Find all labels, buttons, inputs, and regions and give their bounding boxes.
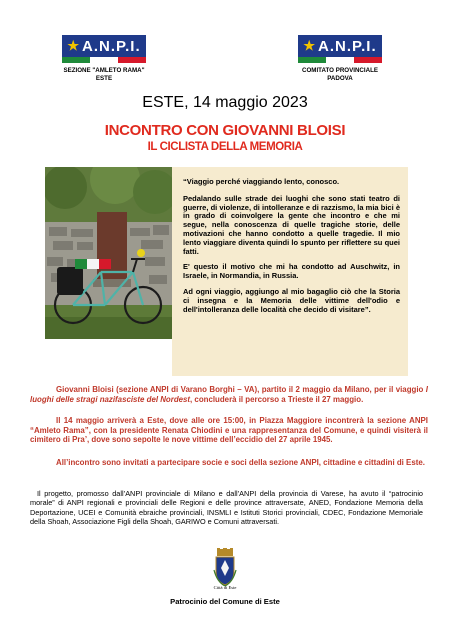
anpi-logo-left [62,35,146,63]
star-icon: ★ [67,38,81,53]
logo-text: A.N.P.I. [318,37,377,55]
quote-paragraph: “Viaggio perché viaggiando lento, conosco. [183,177,340,186]
quote-box [172,167,408,376]
project-note: Il progetto, promosso dall’ANPI provinciale di Milano e dall’ANPI della provincia di Varese, ha avuto il “patrocinio morale” di ANPI regionali e provinciali delle Regioni e delle province attraversate, ANED, Fondazione Memoria della Deportazione, UCEI e Comunità ebraiche provinciali, INSMLI e Istituti Storici provinciali, CDEC, Fondazione Memoriale della Shoah, Associazione Figli della Shoah, GARIWO e Comuni attraversati. [30,489,423,527]
logo-caption-left: SEZIONE "AMLETO RAMA" ESTE [63,67,145,82]
body-paragraph-3: All’incontro sono invitati a partecipare socie e soci della sezione ANPI, cittadine e cittadini di Este. [56,458,425,467]
quote-paragraph: Ad ogni viaggio, aggiungo al mio bagaglio ciò che la Storia ci insegna e la Memoria delle vittime dell'odio e dell'intolleranza delle località che decido di visitare”. [183,286,400,314]
quote-paragraph: E' questo il motivo che mi ha condotto ad Auschwitz, in Israele, in Normandia, in Russia. [183,262,400,281]
logo-text: A.N.P.I. [82,37,141,55]
logo-caption-right: COMITATO PROVINCIALE PADOVA [302,67,378,82]
body-paragraph-2: Il 14 maggio arriverà a Este, dove alle ore 15:00, in Piazza Maggiore incontrerà la sezione ANPI “Amleto Rama”, con la presidente Renata Chiodini e una rappresentanza del Comune, e quindi visiterà il cimitero di Pra’, dove sono sepolte le nove vittime dell’eccidio del 27 aprile 1945. [30,416,428,445]
star-icon: ★ [303,38,317,53]
event-subtitle: IL CICLISTA DELLA MEMORIA [147,141,303,153]
tricolor-flag [298,57,382,63]
quote-paragraph: Pedalando sulle strade dei luoghi che sono stati teatro di guerre, di violenze, di intolleranze e di razzismo, la mia bici è in grado di coinvolgere la gente che incontro e che mi segue, nella conoscenza di quelle tragiche storie, delle motivazioni che hanno condotto a quelle tragedie. Il mio lento viaggiare diventa quindi lo spunto per riflettere su quei fatti. [183,193,400,256]
anpi-logo-right [298,35,382,63]
event-date: ESTE, 14 maggio 2023 [142,94,308,111]
patronage-line: Patrocinio del Comune di Este [170,597,280,606]
journey-title: I luoghi delle stragi nazifasciste del Nordest [30,385,428,404]
event-title: INCONTRO CON GIOVANNI BLOISI [104,122,346,139]
body-paragraph-1: Giovanni Bloisi (sezione ANPI di Varano Borghi – VA), partito il 2 maggio da Milano, per il viaggio I luoghi delle stragi nazifasciste del Nordest, concluderà il percorso a Trieste il 27 maggio. [30,385,428,404]
crest-caption: Città di Este [213,585,237,590]
este-crest-icon [212,548,238,588]
tricolor-flag [62,57,146,63]
bicycle-photo [45,167,172,339]
